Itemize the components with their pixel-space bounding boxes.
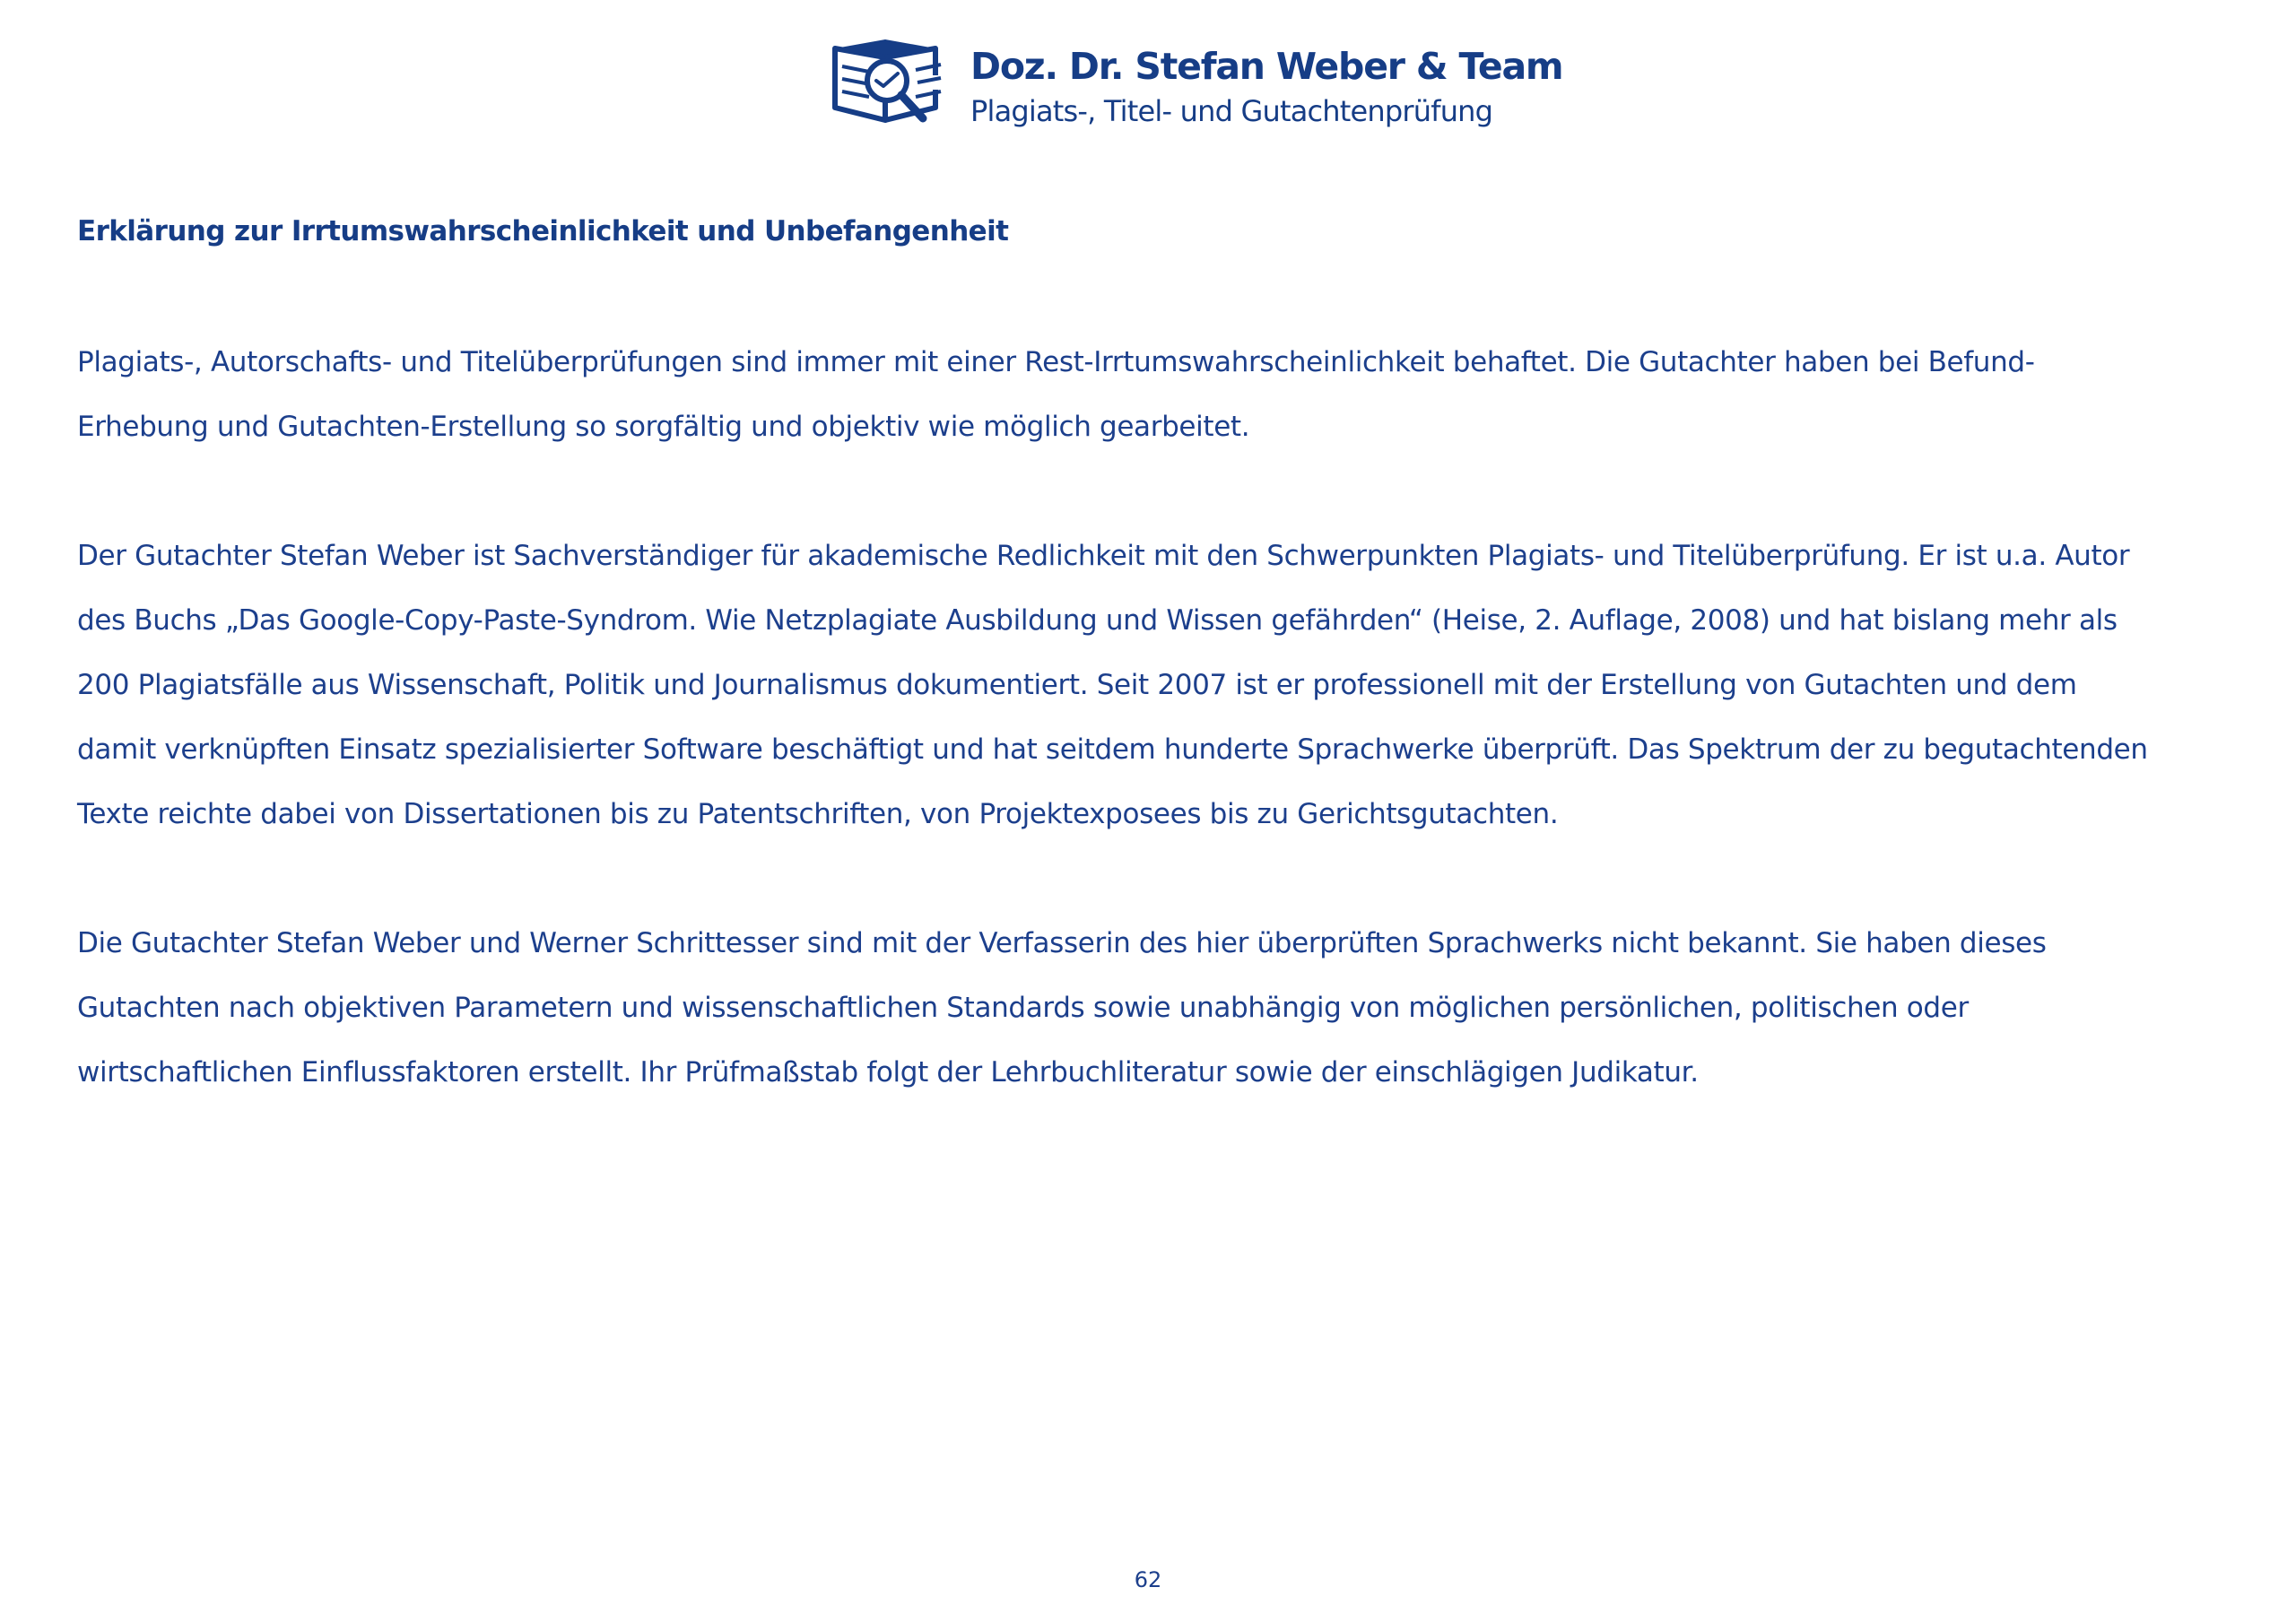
section-title: Erklärung zur Irrtumswahrscheinlichkeit und Unbefangenheit <box>77 215 1009 247</box>
document-body <box>77 206 2230 1169</box>
text-line: Der Gutachter Stefan Weber ist Sachverständiger für akademische Redlichkeit mit den Schwerpunkten Plagiats- und Titelüberprüfung. Er ist u.a. Autor <box>77 540 2130 572</box>
text-line: damit verknüpften Einsatz spezialisierter Software beschäftigt und hat seitdem hunderte Sprachwerke überprüft. Das Spektrum der zu begutachtenden <box>77 733 2148 766</box>
document-magnifier-logo-icon <box>830 34 948 134</box>
text-line: 200 Plagiatsfälle aus Wissenschaft, Politik und Journalismus dokumentiert. Seit 2007 ist er professionell mit der Erstellung von Gutachten und dem <box>77 669 2077 701</box>
brand-tagline: Plagiats-, Titel- und Gutachtenprüfung <box>970 94 1493 128</box>
text-line: Gutachten nach objektiven Parametern und wissenschaftlichen Standards sowie unabhängig von möglichen persönlichen, politischen oder <box>77 992 1969 1024</box>
text-line: Die Gutachter Stefan Weber und Werner Schrittesser sind mit der Verfasserin des hier überprüften Sprachwerks nicht bekannt. Sie haben dieses <box>77 927 2047 959</box>
page-header <box>0 34 2296 142</box>
text-line: des Buchs „Das Google-Copy-Paste-Syndrom. Wie Netzplagiate Ausbildung und Wissen gefährden“ (Heise, 2. Auflage, 2008) und hat bislang mehr als <box>77 604 2118 637</box>
text-line: Erhebung und Gutachten-Erstellung so sorgfältig und objektiv wie möglich gearbeitet. <box>77 411 1250 443</box>
paragraph-3 <box>77 911 2230 1105</box>
text-line: Texte reichte dabei von Dissertationen bis zu Patentschriften, von Projektexposees bis zu Gerichtsgutachten. <box>77 798 1559 830</box>
paragraph-1 <box>77 330 2230 459</box>
brand-name: Doz. Dr. Stefan Weber & Team <box>970 45 1563 88</box>
page-number: 62 <box>1134 1567 1162 1592</box>
text-line: wirtschaftlichen Einflussfaktoren erstellt. Ihr Prüfmaßstab folgt der Lehrbuchliteratur sowie der einschlägigen Judikatur. <box>77 1056 1699 1089</box>
paragraph-2 <box>77 524 2230 846</box>
text-line: Plagiats-, Autorschafts- und Titelüberprüfungen sind immer mit einer Rest-Irrtumswahrscheinlichkeit behaftet. Die Gutachter haben bei Befund- <box>77 346 2035 378</box>
